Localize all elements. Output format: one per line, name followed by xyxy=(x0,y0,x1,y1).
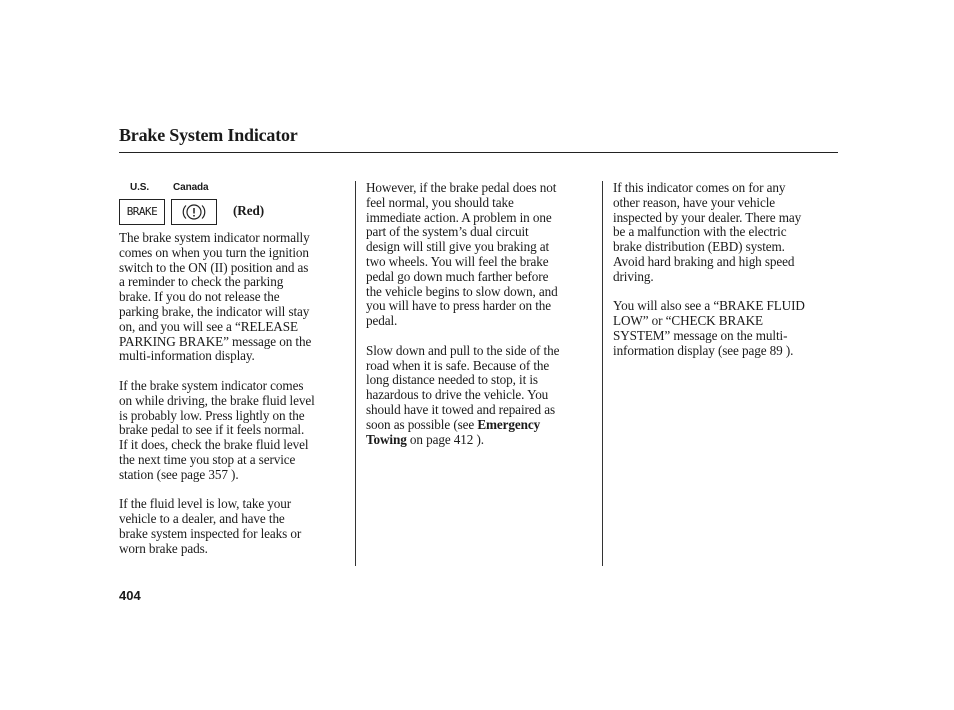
indicator-color-note: (Red) xyxy=(233,203,264,218)
column-2 xyxy=(366,181,596,462)
col1-paragraph-2: If the brake system indicator comes on while driving, the brake fluid level is probably low. Press lightly on the brake pedal to see if it feels normal. If it does, check the brake fluid level the next time you stop at a service station (see page 357 ). xyxy=(119,377,315,482)
col3-paragraph-2: You will also see a “BRAKE FLUID LOW” or “CHECK BRAKE SYSTEM” message on the multi- information display (see page 89 ). xyxy=(613,298,805,358)
col2-p2-tail: on page 412 ). xyxy=(406,431,484,447)
column-3 xyxy=(613,181,843,373)
column-divider-2 xyxy=(602,181,603,566)
col1-paragraph-1: The brake system indicator normally comes on when you turn the ignition switch to the ON (II) position and as a reminder to check the parking brake. If you do not release the parking brake, the indicator will stay on, and you will see a “RELEASE PARKING BRAKE” message on the multi-information display. xyxy=(119,230,312,364)
col3-paragraph-1: If this indicator comes on for any other reason, have your vehicle inspected by your dealer. There may be a malfunction with the electric brake distribution (EBD) system. Avoid hard braking and high speed driving. xyxy=(613,180,802,284)
col2-paragraph-2 xyxy=(366,344,596,448)
emergency-link-text[interactable]: Emergency xyxy=(477,416,541,432)
label-us: U.S. xyxy=(130,182,150,193)
page-title: Brake System Indicator xyxy=(119,125,298,145)
column-divider-1 xyxy=(355,181,356,566)
towing-link-text[interactable]: Towing xyxy=(366,431,407,447)
page-number: 404 xyxy=(119,588,141,603)
indicator-labels xyxy=(119,181,349,197)
brake-warning-circle-icon xyxy=(171,199,217,225)
brake-text-icon: BRAKE xyxy=(119,199,165,225)
col2-p2-text: Slow down and pull to the side of the road when it is safe. Because of the long distance needed to stop, it is hazardous to drive the vehicle. You should have it towed and repaired as soon as possible (see xyxy=(366,342,560,432)
indicator-icons xyxy=(119,197,349,231)
label-canada: Canada xyxy=(173,182,209,193)
title-rule xyxy=(119,152,838,153)
column-1 xyxy=(119,181,349,571)
col1-paragraph-3: If the fluid level is low, take your vehicle to a dealer, and have the brake system inspected for leaks or worn brake pads. xyxy=(119,496,302,556)
col2-paragraph-1: However, if the brake pedal does not feel normal, you should take immediate action. A problem in one part of the system’s dual circuit design will still give you braking at two wheels. You will feel the brake pedal go down much farther before the vehicle begins to slow down, and you will have to press harder on the pedal. xyxy=(366,180,558,329)
